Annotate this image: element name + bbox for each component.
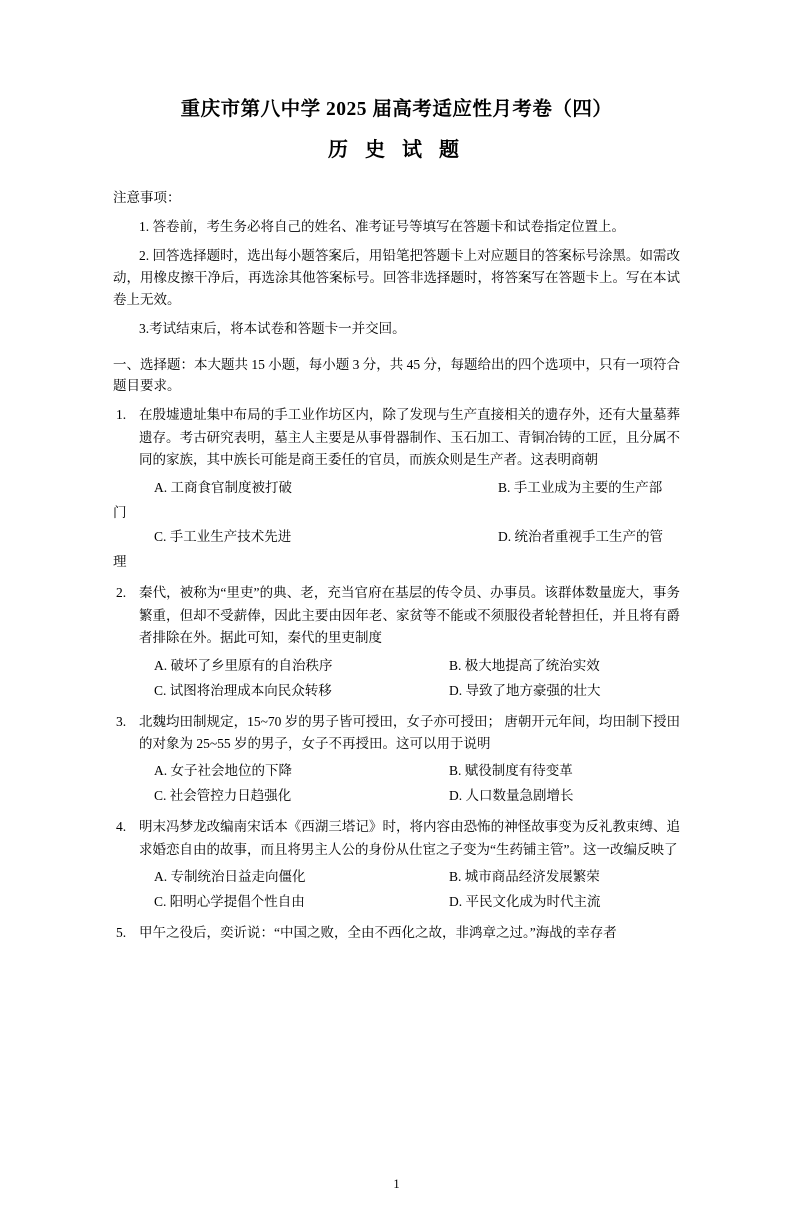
question-2-option-a[interactable]: A. 破坏了乡里原有的自治秩序 — [154, 657, 333, 673]
question-3-option-a[interactable]: A. 女子社会地位的下降 — [154, 763, 292, 779]
question-4-option-b[interactable]: B. 城市商品经济发展繁荣 — [449, 869, 600, 885]
question-2-option-b[interactable]: B. 极大地提高了统治实效 — [449, 657, 600, 673]
question-4-option-d[interactable]: D. 平民文化成为时代主流 — [449, 894, 601, 910]
question-4-number: 4. — [116, 819, 127, 835]
question-2-number: 2. — [116, 585, 127, 601]
question-1-stem: 在殷墟遗址集中布局的手工业作坊区内，除了发现与生产直接相关的遗存外，还有大量墓葬遗存。考古研究表明，墓主人主要是从事骨器制作、玉石加工、青铜冶铸的工匠，且分属不同的家族，其中族长可能是商王委任的官员，而族众则是生产者。这表明商朝 — [139, 407, 680, 468]
question-1-option-a[interactable]: A. 工商食官制度被打破 — [154, 479, 292, 495]
question-2-stem: 秦代，被称为“里吏”的典、老，充当官府在基层的传令员、办事员。该群体数量庞大，事务繁重，但却不受薪俸，因此主要由因年老、家贫等不能或不须服役者轮替担任，并且将有爵者排除在外。据此可知，秦代的里吏制度 — [139, 585, 680, 646]
subject-title: 历 史 试 题 — [328, 139, 465, 162]
section-heading: 一、选择题：本大题共 15 小题，每小题 3 分，共 45 分，每题给出的四个选项中，只有一项符合题目要求。 — [113, 356, 680, 394]
question-4-option-a[interactable]: A. 专制统治日益走向僵化 — [154, 869, 306, 885]
notice-item-1: 1. 答卷前，考生务必将自己的姓名、准考证号等填写在答题卡和试卷指定位置上。 — [139, 219, 625, 235]
question-2-option-c[interactable]: C. 试图将治理成本向民众转移 — [154, 682, 332, 698]
question-4-stem: 明末冯梦龙改编南宋话本《西湖三塔记》时，将内容由恐怖的神怪故事变为反礼教束缚、追求婚恋自由的故事，而且将男主人公的身份从仕宦之子变为“生药铺主管”。这一改编反映了 — [139, 819, 680, 857]
question-1-options — [113, 476, 680, 576]
question-1-option-d-tail: 理 — [113, 554, 127, 570]
question-1 — [113, 404, 680, 575]
question-5-number: 5. — [116, 925, 127, 941]
notice-label: 注意事项： — [113, 190, 181, 206]
question-3-number: 3. — [116, 713, 127, 729]
notice-item-2: 2. 回答选择题时，选出每小题答案后，用铅笔把答题卡上对应题目的答案标号涂黑。如需改动，用橡皮擦干净后，再选涂其他答案标号。回答非选择题时，将答案写在答题卡上。写在本试卷上无效。 — [113, 248, 680, 307]
question-3-option-b[interactable]: B. 赋役制度有待变革 — [449, 763, 573, 779]
question-1-option-b-tail: 门 — [113, 504, 127, 520]
question-3-options — [113, 759, 680, 809]
question-1-option-d[interactable]: D. 统治者重视手工生产的管 — [498, 529, 663, 545]
question-5 — [113, 922, 680, 944]
question-5-stem: 甲午之役后，奕䜣说：“中国之败，全由不西化之故，非鸿章之过。”海战的幸存者 — [139, 925, 617, 941]
question-2-option-d[interactable]: D. 导致了地方豪强的壮大 — [449, 682, 601, 698]
question-1-number: 1. — [116, 407, 127, 423]
question-1-option-c[interactable]: C. 手工业生产技术先进 — [154, 529, 292, 545]
notice-item-3: 3.考试结束后，将本试卷和答题卡一并交回。 — [139, 320, 406, 336]
question-3-stem: 北魏均田制规定，15~70 岁的男子皆可授田，女子亦可授田； 唐朝开元年间，均田制下授田的对象为 25~55 岁的男子，女子不再授田。这可以用于说明 — [139, 713, 680, 751]
page-number: 1 — [393, 1177, 400, 1191]
question-4-option-c[interactable]: C. 阳明心学提倡个性自由 — [154, 894, 305, 910]
exam-paper-page — [0, 97, 793, 1218]
question-4 — [113, 816, 680, 915]
question-3 — [113, 711, 680, 810]
page-title: 重庆市第八中学 2025 届高考适应性月考卷（四） — [180, 99, 613, 120]
question-1-option-b[interactable]: B. 手工业成为主要的生产部 — [498, 479, 663, 495]
question-4-options — [113, 865, 680, 915]
question-3-option-c[interactable]: C. 社会管控力日趋强化 — [154, 788, 292, 804]
question-2 — [113, 582, 680, 703]
question-2-options — [113, 654, 680, 704]
question-3-option-d[interactable]: D. 人口数量急剧增长 — [449, 788, 574, 804]
